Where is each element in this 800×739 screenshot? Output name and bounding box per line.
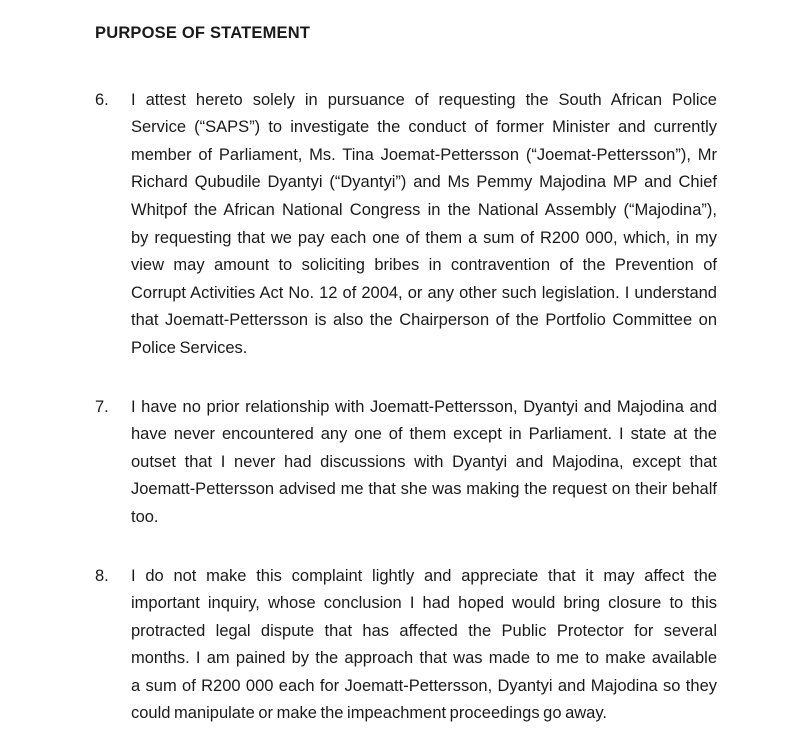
paragraph-text — [131, 394, 717, 532]
statement-paragraph — [95, 563, 800, 729]
text-line: Service (“SAPS”) to investigate the conduct of former Minister and currently — [131, 118, 717, 137]
text-line: Police Services. — [131, 338, 248, 357]
text-line: by requesting that we pay each one of them a sum of R200 000, which, in my — [131, 228, 717, 247]
paragraph-number: 8. — [95, 566, 109, 585]
statement-paragraphs — [95, 87, 800, 728]
text-line: have never encountered any one of them except in Parliament. I state at the — [131, 425, 717, 444]
paragraph-text — [131, 563, 717, 729]
text-line: Richard Qubudile Dyantyi (“Dyantyi”) and Ms Pemmy Majodina MP and Chief — [131, 173, 717, 192]
text-line: Joematt-Pettersson advised me that she was making the request on their behalf — [131, 480, 717, 499]
text-line: view may amount to soliciting bribes in contravention of the Prevention of — [131, 256, 717, 275]
text-line: months. I am pained by the approach that was made to me to make available — [131, 649, 717, 668]
text-line: Corrupt Activities Act No. 12 of 2004, or any other such legislation. I understand — [131, 283, 717, 302]
text-line: Whitpof the African National Congress in the National Assembly (“Majodina”), — [131, 200, 717, 219]
text-line: a sum of R200 000 each for Joematt-Pettersson, Dyantyi and Majodina so they — [131, 676, 717, 695]
paragraph-text — [131, 87, 717, 363]
paragraph-number: 6. — [95, 90, 109, 109]
text-line: could manipulate or make the impeachment proceedings go away. — [131, 704, 607, 723]
text-line: important inquiry, whose conclusion I had hoped would bring closure to this — [131, 594, 717, 613]
text-line: I do not make this complaint lightly and appreciate that it may affect the — [131, 566, 717, 585]
text-line: too. — [131, 507, 159, 526]
text-line: protracted legal dispute that has affected the Public Protector for several — [131, 621, 717, 640]
text-line: outset that I never had discussions with Dyantyi and Majodina, except that — [131, 452, 717, 471]
text-line: I have no prior relationship with Joematt-Pettersson, Dyantyi and Majodina and — [131, 397, 717, 416]
text-line: that Joematt-Pettersson is also the Chairperson of the Portfolio Committee on — [131, 311, 717, 330]
text-line: member of Parliament, Ms. Tina Joemat-Pettersson (“Joemat-Pettersson”), Mr — [131, 145, 717, 164]
paragraph-number: 7. — [95, 397, 109, 416]
section-heading: PURPOSE OF STATEMENT — [95, 24, 311, 42]
statement-paragraph — [95, 87, 800, 363]
text-line: I attest hereto solely in pursuance of requesting the South African Police — [131, 90, 717, 109]
statement-paragraph — [95, 394, 800, 532]
